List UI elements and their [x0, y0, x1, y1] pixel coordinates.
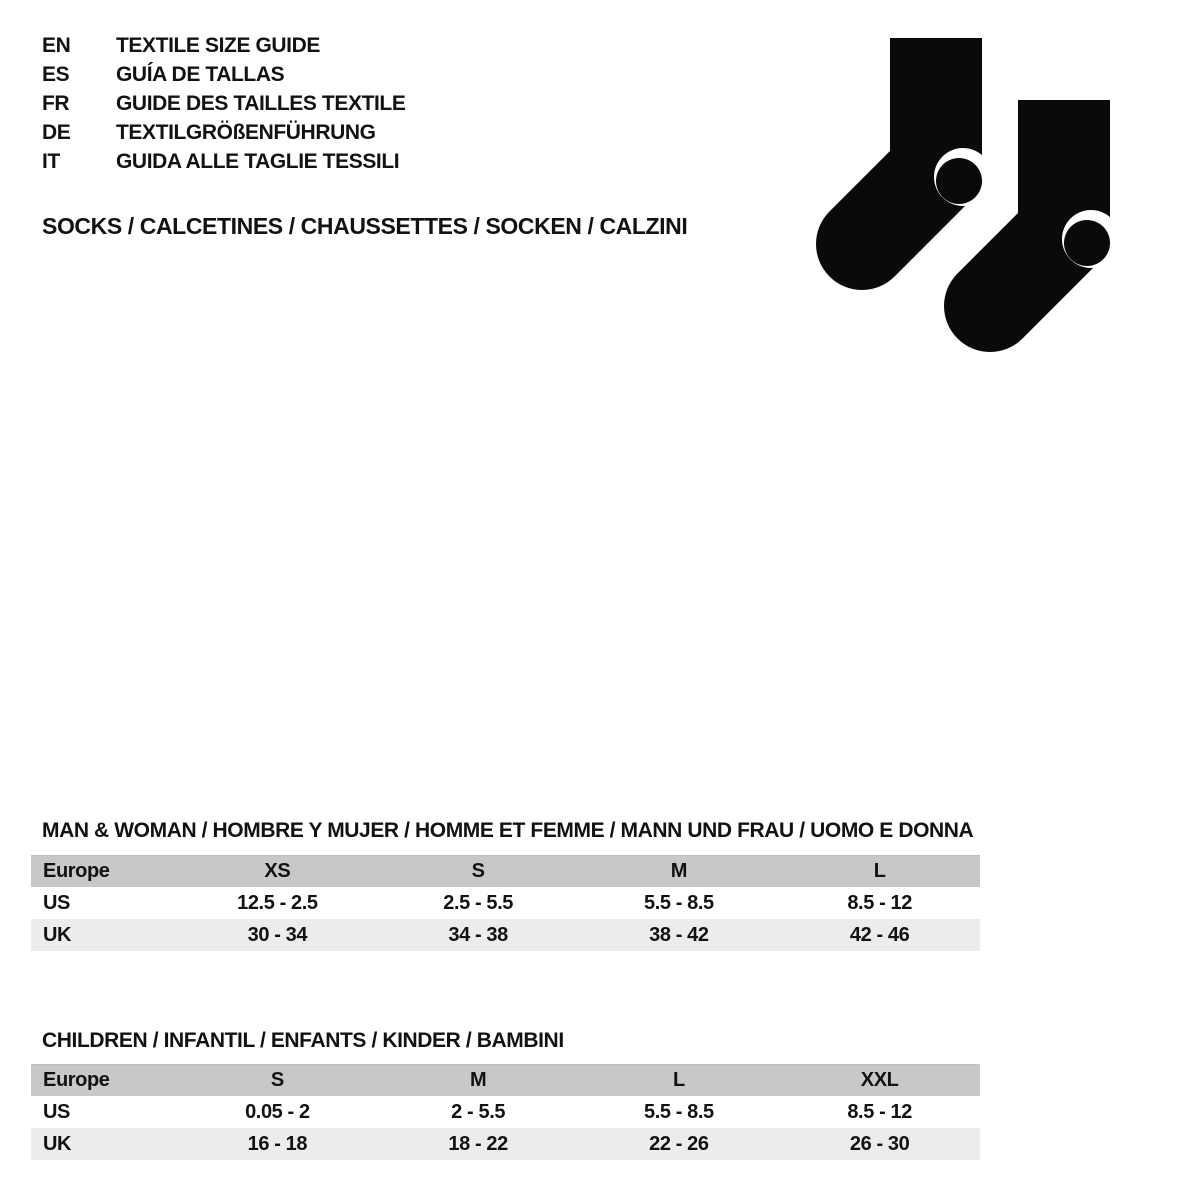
row-label: US	[43, 1100, 70, 1123]
language-title: GUIDE DES TAILLES TEXTILE	[116, 91, 406, 115]
language-title: TEXTILGRÖßENFÜHRUNG	[116, 120, 376, 144]
category-line: SOCKS / CALCETINES / CHAUSSETTES / SOCKEN / CALZINI	[42, 213, 688, 239]
language-title-list	[42, 31, 405, 176]
size-range-cell: 38 - 42	[579, 919, 780, 951]
size-range-cell: 30 - 34	[177, 919, 378, 951]
size-column-header: S	[378, 856, 579, 888]
language-title: GUÍA DE TALLAS	[116, 62, 285, 86]
size-range-cell: 5.5 - 8.5	[643, 1100, 714, 1123]
socks-icon	[800, 25, 1135, 365]
language-code: IT	[42, 149, 60, 173]
man-woman-table-title: MAN & WOMAN / HOMBRE Y MUJER / HOMME ET FEMME / MANN UND FRAU / UOMO E DONNA	[42, 819, 974, 842]
man-woman-size-table	[31, 855, 980, 951]
sock-back	[862, 38, 992, 244]
language-title: TEXTILE SIZE GUIDE	[116, 33, 320, 57]
children-table-title: CHILDREN / INFANTIL / ENFANTS / KINDER / BAMBINI	[42, 1029, 564, 1052]
size-range-cell: 22 - 26	[579, 1128, 780, 1160]
row-label: US	[43, 891, 70, 914]
language-code: FR	[42, 91, 70, 115]
size-column-header: L	[779, 856, 980, 888]
language-code: ES	[42, 62, 70, 86]
language-row	[42, 60, 405, 89]
size-range-cell: 2 - 5.5	[451, 1100, 506, 1123]
language-row	[42, 31, 405, 60]
language-code: EN	[42, 33, 71, 57]
row-label: UK	[31, 1128, 177, 1160]
size-column-header: L	[579, 1065, 780, 1097]
size-column-header: XS	[177, 856, 378, 888]
size-range-cell: 8.5 - 12	[847, 891, 912, 914]
table-row	[31, 1128, 980, 1160]
table-header-row	[31, 1065, 980, 1097]
size-column-header: Europe	[31, 1065, 177, 1097]
language-row	[42, 118, 405, 147]
size-range-cell: 5.5 - 8.5	[643, 891, 714, 914]
table-header-row	[31, 856, 980, 888]
size-range-cell: 26 - 30	[779, 1128, 980, 1160]
size-column-header: M	[579, 856, 780, 888]
size-column-header: S	[177, 1065, 378, 1097]
size-range-cell: 34 - 38	[378, 919, 579, 951]
language-row	[42, 89, 405, 118]
size-range-cell: 42 - 46	[779, 919, 980, 951]
size-range-cell: 18 - 22	[378, 1128, 579, 1160]
size-column-header: XXL	[779, 1065, 980, 1097]
size-column-header: Europe	[31, 856, 177, 888]
row-label: UK	[31, 919, 177, 951]
children-size-table	[31, 1064, 980, 1160]
size-range-cell: 2.5 - 5.5	[443, 891, 514, 914]
size-range-cell: 12.5 - 2.5	[237, 891, 318, 914]
size-range-cell: 0.05 - 2	[245, 1100, 310, 1123]
language-title: GUIDA ALLE TAGLIE TESSILI	[116, 149, 400, 173]
size-range-cell: 16 - 18	[177, 1128, 378, 1160]
size-range-cell: 8.5 - 12	[847, 1100, 912, 1123]
language-code: DE	[42, 120, 71, 144]
table-row	[31, 887, 980, 919]
size-column-header: M	[378, 1065, 579, 1097]
language-row	[42, 147, 405, 176]
table-row	[31, 919, 980, 951]
table-row	[31, 1096, 980, 1128]
